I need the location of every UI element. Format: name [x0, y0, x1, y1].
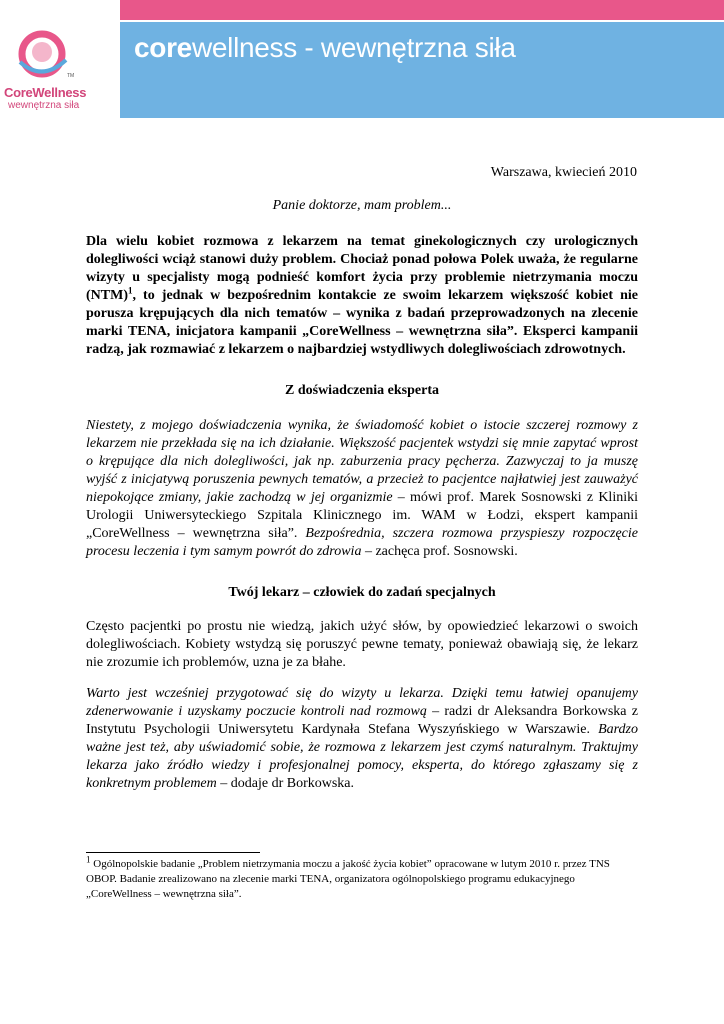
expert-closing: – zachęca prof. Sosnowski. — [361, 544, 518, 559]
footnote-divider — [86, 852, 260, 853]
psych-closing: – dodaje dr Borkowska. — [216, 776, 355, 791]
footnote-text: Ogólnopolskie badanie „Problem nietrzymania moczu a jakość życia kobiet” opracowane w lutym 2010 r. przez TNS OBOP. Badanie zrealizowano na zlecenie marki TENA, organizatora ogólnopolskiego programu edukacyjnego „CoreWellness – wewnętrzna siła”. — [86, 858, 610, 900]
psych-quote-2: Bardzo ważne jest też, aby uświadomić sobie, że rozmowa z lekarzem jest czymś naturalnym. Traktujmy lekarza jako źródło wiedzy i profesjonalnej pomocy, eksperta, do którego zgłaszamy się z konkretnym problemem — [86, 722, 638, 791]
psych-attribution: – radzi dr Aleksandra Borkowska z Instytutu Psychologii Uniwersytetu Kardynała Stefana Wyszyńskiego w Warszawie. — [86, 704, 638, 737]
expert-paragraph — [86, 417, 638, 561]
expert-quote-1: Niestety, z mojego doświadczenia wynika, że świadomość kobiet o istocie szczerej rozmowy z lekarzem nie przekłada się na ich działanie. Większość pacjentek wstydzi się mnie zapytać wprost o krępujące dla nich dolegliwości, jak np. zaburzenia pracy pęcherza. Zazwyczaj to ja muszę wyjść z inicjatywą poruszenia pewnych tematów, a przecież to pacjentce najłatwiej jest zauważyć niepokojące zmiany, jakie zachodzą w jej organizmie — [86, 418, 638, 505]
section-heading-doctor: Twój lekarz – człowiek do zadań specjalnych — [228, 585, 496, 600]
logo-tagline: wewnętrzna siła — [8, 100, 80, 111]
document-greeting: Panie doktorze, mam problem... — [272, 198, 452, 213]
psych-quote-1: Warto jest wcześniej przygotować się do wizyty u lekarza. Dzięki temu łatwiej opanujemy zdenerwowanie i uzyskamy poczucie kontroli nad rozmową — [86, 686, 638, 719]
section-heading-expert: Z doświadczenia eksperta — [285, 383, 439, 398]
logo-brand: CoreWellness — [4, 85, 87, 100]
header-title-rest: wellness - wewnętrzna siła — [191, 32, 516, 63]
logo-trademark: TM — [67, 73, 75, 79]
lead-text-a: Dla wielu kobiet rozmowa z lekarzem na temat ginekologicznych czy urologicznych dolegliwości wciąż stanowi duży problem. Chociaż ponad połowa Polek uważa, że regularne wizyty u specjalisty mogą podnieść komfort życia przy problemie nietrzymania moczu (NTM) — [86, 234, 638, 303]
lead-paragraph — [86, 233, 638, 359]
lead-text-b: , to jednak w bezpośrednim kontakcie ze swoim lekarzem większość kobiet nie porusza krępujących dla nich tematów – wynika z badań przeprowadzonych na zlecenie marki TENA, inicjatora kampanii „CoreWellness – wewnętrzna siła”. Eksperci kampanii radzą, jak rozmawiać z lekarzem o najbardziej wstydliwych dolegliwościach zdrowotnych. — [86, 288, 638, 357]
header-title-bold: core — [134, 32, 192, 63]
expert-attribution: – mówi prof. Marek Sosnowski z Kliniki Urologii Uniwersyteckiego Szpitala Klinicznego im. WAM w Łodzi, ekspert kampanii „CoreWellness – wewnętrzna siła”. — [86, 490, 638, 541]
document-date: Warszawa, kwiecień 2010 — [490, 165, 637, 180]
header-pink-bar — [120, 0, 724, 20]
corewellness-logo-icon — [16, 30, 70, 82]
logo — [0, 0, 118, 118]
psychologist-paragraph — [86, 685, 638, 793]
footnote-ref[interactable]: 1 — [128, 285, 133, 296]
footnote — [86, 854, 638, 902]
header-title — [134, 32, 516, 64]
expert-quote-2: Bezpośrednia, szczera rozmowa przyspieszy rozpoczęcie procesu leczenia i tym samym powrót do zdrowia — [86, 526, 638, 559]
footnote-number: 1 — [86, 854, 91, 865]
doctor-paragraph: Często pacjentki po prostu nie wiedzą, jakich użyć słów, by opowiedzieć lekarzowi o swoich dolegliwościach. Kobiety wstydzą się poruszyć pewne tematy, ponieważ obawiają się, że lekarz nie zrozumie ich problemów, uzna je za błahe. — [86, 619, 638, 670]
